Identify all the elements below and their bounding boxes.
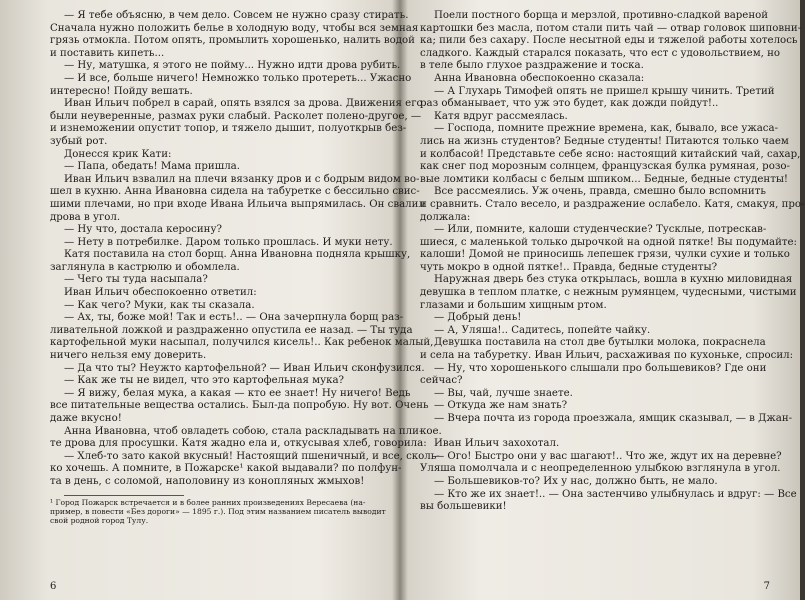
text-line: калоши! Домой не приносишь лепешек грязи, чулки сухие и только (420, 249, 790, 261)
text-line: ко хочешь. А помните, в Пожарске¹ какой выдавали? по полфун- (50, 463, 402, 475)
footnote-line: свой родной город Тулу. (50, 516, 149, 526)
text-line: заглянула в кастрюлю и обомлела. (50, 261, 240, 273)
text-line: — Чего ты туда насыпала? (64, 274, 208, 286)
text-line: — А, Уляша!.. Садитесь, попейте чайку. (434, 324, 651, 336)
text-line: — А Глухарь Тимофей опять не пришел крышу чинить. Третий (434, 85, 775, 97)
text-line: чуть мокро в одной пятке!.. Правда, бедные студенты? (420, 261, 718, 273)
text-line: — Я тебе объясню, в чем дело. Совсем не нужно сразу стирать. (64, 10, 409, 21)
text-line: — Господа, помните прежние времена, как, бывало, все ужаса- (434, 123, 779, 135)
text-line: интересно! Пойду вешать. (50, 85, 193, 97)
text-line: ничего нельзя ему доверить. (50, 350, 207, 362)
text-line: шел в кухню. Анна Ивановна сидела на табуретке с бессильно свис- (50, 186, 420, 198)
text-line: — Я вижу, белая мука, а какая — кто ее знает! Ну ничего! Ведь (64, 387, 411, 399)
text-line: те дрова для просушки. Катя жадно ела и, откусывая хлеб, говорила: (50, 438, 427, 450)
text-line: — Вы, чай, лучше знаете. (434, 387, 573, 399)
text-line: та в день, с соломой, наполовину из конопляных жмыхов! (50, 475, 365, 487)
footnote-line: ¹ Город Пожарск встречается и в более ранних произведениях Вересаева (на- (50, 497, 366, 507)
text-line: — Как же ты не видел, что это картофельная мука? (64, 375, 345, 387)
text-line: девушка в теплом платке, с нежным румянцем, чудесными, чистыми (420, 287, 797, 299)
text-line: — Кто же их знает!.. — Она застенчиво улыбнулась и вдруг: — Все (434, 488, 797, 500)
text-line: Девушка поставила на стол две бутылки молока, покраснела (434, 337, 766, 349)
text-line: шими плечами, но при входе Ивана Ильича выпрямилась. Он свалил (50, 198, 425, 210)
text-line: — Ну что, достала керосину? (64, 224, 222, 236)
right-page-text (420, 10, 805, 514)
text-line: Анна Ивановна обеспокоенно сказала: (434, 72, 645, 84)
text-line: Иван Ильич захохотал. (434, 438, 560, 450)
right-page (400, 0, 805, 600)
text-line: — Или, помните, калоши студенческие? Тусклые, потрескав- (434, 224, 767, 236)
left-page-text (50, 10, 440, 489)
text-line: и колбасой! Представьте себе ясно: настоящий китайский чай, сахар, (420, 148, 801, 160)
text-line: — Ого! Быстро они у вас шагают!.. Что же, ждут их на деревне? (434, 450, 782, 462)
text-line: Иван Ильич обеспокоенно ответил: (64, 287, 257, 299)
text-line: — Да что ты? Неужто картофельной? — Иван Ильич сконфузился. (64, 362, 425, 374)
text-line: в теле было глухое раздражение и тоска. (420, 60, 644, 72)
text-line: картошки без масла, потом стали пить чай — отвар головок шиповни- (420, 22, 802, 34)
footnote-line: пример, в повести «Без дороги» — 1895 г.). Под этим названием писатель выводит (50, 506, 386, 516)
text-line: сейчас? (420, 375, 463, 387)
text-line: — Нету в потребилке. Даром только прошлась. И муки нету. (64, 236, 393, 248)
text-line: Иван Ильич побрел в сарай, опять взялся за дрова. Движения его (64, 98, 423, 110)
text-line: сладкого. Каждый старался показать, что ест с удовольствием, но (420, 47, 781, 59)
text-line: Анна Ивановна, чтоб овладеть собою, стала раскладывать на пли- (64, 425, 423, 437)
text-line: Катя вдруг рассмеялась. (434, 110, 568, 122)
text-line: — Хлеб-то зато какой вкусный! Настоящий пшеничный, и все, сколь- (64, 450, 440, 462)
text-line: дрова в угол. (50, 211, 121, 223)
text-line: Катя поставила на стол борщ. Анна Ивановна подняла крышку, (64, 249, 411, 261)
text-line: кое. (420, 425, 442, 437)
text-line: были неуверенные, размах руки слабый. Расколет полено-другое, — (50, 110, 422, 122)
text-line: зубый рот. (50, 135, 108, 147)
text-line: картофельной муки насыпал, получился кисель!.. Как ребенок малый, (50, 337, 434, 349)
text-line: — Добрый день! (434, 312, 522, 324)
page-number-right: 7 (763, 581, 770, 593)
text-line: — Вчера почта из города проезжала, ямщик сказывал, — в Джан- (434, 413, 793, 424)
text-line: — И все, больше ничего! Немножко только протереть... Ужасно (64, 72, 412, 84)
text-line: — Ах, ты, боже мой! Так и есть!.. — Она зачерпнула борщ раз- (64, 312, 404, 324)
text-line: — Ну, матушка, я этого не пойму... Нужно идти дрова рубить. (64, 60, 401, 72)
text-line: Наружная дверь без стука открылась, вошла в кухню миловидная (434, 274, 793, 286)
text-line: лись на жизнь студентов? Бедные студенты! Питаются только чаем (420, 135, 789, 147)
text-line: все питательные вещества остались. Был-да попробую. Ну вот. Очень (50, 400, 429, 412)
text-line: — Откуда же нам знать? (434, 400, 568, 412)
text-line: шиеся, с маленькой только дырочкой на одной пятке! Вы подумайте: (420, 236, 797, 248)
text-line: и поставить кипеть... (50, 47, 165, 59)
text-line: и сравнить. Стало весело, и раздражение ослабело. Катя, смакуя, про- (420, 198, 805, 210)
text-line: вые ломтики колбасы с белым шпиком... Бедные, бедные студенты! (420, 173, 789, 185)
page-number-left: 6 (50, 581, 57, 593)
text-line: глазами и большим хищным ртом. (420, 299, 607, 311)
text-line: Поели постного борща и мерзлой, противно-сладкой вареной (434, 10, 769, 21)
footnote-divider (64, 495, 184, 496)
text-line: — Папа, обедать! Мама пришла. (64, 161, 240, 173)
text-line: Сначала нужно положить белье в холодную воду, чтобы вся земная (50, 22, 419, 34)
text-line: Иван Ильич взвалил на плечи вязанку дров и с бодрым видом во- (64, 173, 420, 185)
text-line: раз обманывает, что уж это будет, как дожди пойдут!.. (420, 98, 719, 110)
text-line: должала: (420, 211, 471, 223)
text-line: как снег под морозным солнцем, французская булка румяная, розо- (420, 161, 790, 173)
text-line: Донесся крик Кати: (64, 148, 172, 160)
text-line: — Ну, что хорошенького слышали про большевиков? Где они (434, 362, 767, 374)
text-line: Уляша помолчала и с неопределенною улыбкою взглянула в угол. (420, 463, 781, 475)
text-line: Все рассмеялись. Уж очень, правда, смешно было вспомнить (434, 186, 766, 198)
text-line: грязь отмокла. Потом опять, промылить хорошенько, налить водой (50, 35, 415, 47)
text-line: и села на табуретку. Иван Ильич, расхаживая по кухоньке, спросил: (420, 350, 794, 362)
text-line: и изнеможении опустит топор, и тяжело дышит, полуоткрыв без- (50, 123, 407, 135)
text-line: ка; пили без сахару. После несытной еды и тяжелой работы хотелось (420, 35, 798, 47)
text-line: — Большевиков-то? Их у нас, должно быть, не мало. (434, 475, 718, 487)
left-page-footnotes (50, 498, 388, 526)
text-line: даже вкусно! (50, 413, 122, 424)
text-line: — Как чего? Муки, как ты сказала. (64, 299, 255, 311)
text-line: вы большевики! (420, 501, 507, 513)
text-line: ливательной ложкой и раздраженно опустила ее назад. — Ты туда (50, 324, 413, 336)
